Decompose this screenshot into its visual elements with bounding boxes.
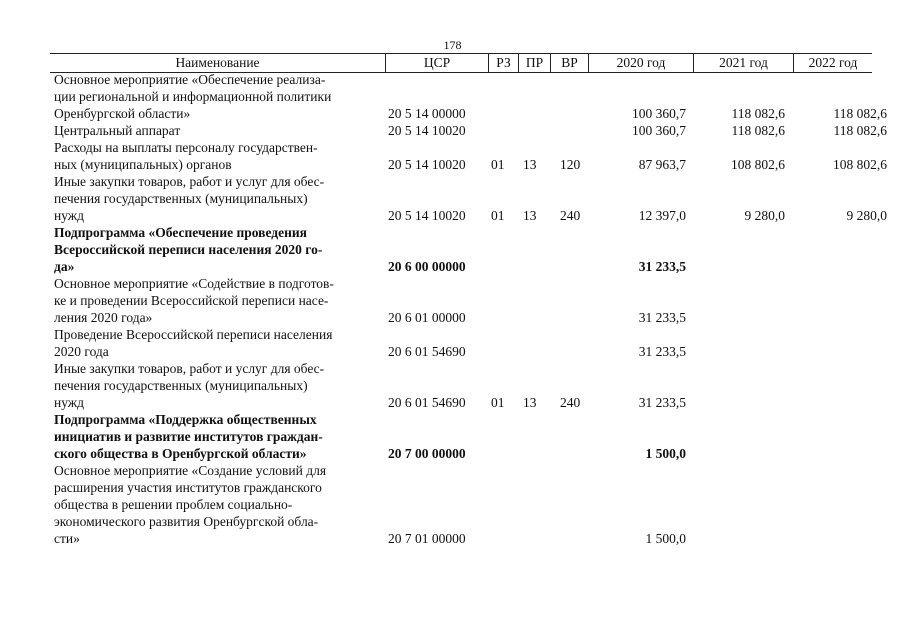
row-name-line: Основное мероприятие «Создание условий для <box>54 463 327 478</box>
cell-2021: 118 082,6 <box>731 106 785 121</box>
row-name-line: Основное мероприятие «Обеспечение реализа- <box>54 72 326 87</box>
column-header-vr: ВР <box>550 54 588 72</box>
cell-rz: 01 <box>491 157 505 172</box>
row-name-line: Расходы на выплаты персоналу государствен- <box>54 140 318 155</box>
cell-2020: 31 233,5 <box>638 310 686 325</box>
page-number: 178 <box>443 38 462 52</box>
row-name-line: ления 2020 года» <box>54 310 153 325</box>
cell-2021: 108 802,6 <box>731 157 785 172</box>
row-name-line: нужд <box>54 395 84 410</box>
row-name <box>54 224 374 275</box>
table-row <box>0 139 905 173</box>
cell-pr: 13 <box>523 157 537 172</box>
row-name-line: Иные закупки товаров, работ и услуг для обес- <box>54 174 325 189</box>
row-name-line: Подпрограмма «Обеспечение проведения <box>54 225 307 240</box>
cell-rz: 01 <box>491 395 505 410</box>
table-row <box>0 411 905 462</box>
cell-2020: 31 233,5 <box>638 395 686 410</box>
row-name <box>54 71 374 122</box>
table-row <box>0 224 905 275</box>
cell-vr: 120 <box>560 157 581 172</box>
cell-pr: 13 <box>523 208 537 223</box>
cell-2021: 118 082,6 <box>731 123 785 138</box>
cell-csr: 20 7 01 00000 <box>388 531 466 546</box>
table-row <box>0 275 905 326</box>
table-row <box>0 326 905 360</box>
row-name-line: расширения участия институтов гражданского <box>54 480 322 495</box>
cell-2020: 87 963,7 <box>638 157 686 172</box>
cell-csr: 20 5 14 00000 <box>388 106 466 121</box>
cell-csr: 20 5 14 10020 <box>388 208 466 223</box>
cell-2020: 12 397,0 <box>638 208 686 223</box>
table-row <box>0 462 905 547</box>
row-name-line: общества в решении проблем социально- <box>54 497 293 512</box>
row-name-line: Оренбургской области» <box>54 106 191 121</box>
row-name-line: Основное мероприятие «Содействие в подготов- <box>54 276 334 291</box>
row-name-line: Подпрограмма «Поддержка общественных <box>54 412 317 427</box>
row-name-line: 2020 года <box>54 344 109 359</box>
table-row <box>0 173 905 224</box>
cell-2020: 31 233,5 <box>638 259 686 274</box>
cell-vr: 240 <box>560 395 581 410</box>
cell-2022: 118 082,6 <box>833 123 887 138</box>
row-name-line: да» <box>54 259 75 274</box>
cell-2022: 108 802,6 <box>833 157 887 172</box>
row-name-line: Проведение Всероссийской переписи населения <box>54 327 333 342</box>
cell-csr: 20 5 14 10020 <box>388 157 466 172</box>
row-name-line: ции региональной и информационной политики <box>54 89 332 104</box>
row-name <box>54 462 374 547</box>
column-header-rz: РЗ <box>488 54 518 72</box>
row-name-line: Центральный аппарат <box>54 123 181 138</box>
column-header-2022: 2022 год <box>793 54 872 72</box>
cell-2020: 100 360,7 <box>632 123 686 138</box>
row-name-line: ных (муниципальных) органов <box>54 157 232 172</box>
cell-csr: 20 6 01 54690 <box>388 344 466 359</box>
table-header <box>50 53 872 73</box>
cell-vr: 240 <box>560 208 581 223</box>
cell-csr: 20 6 01 54690 <box>388 395 466 410</box>
row-name-line: сти» <box>54 531 80 546</box>
column-header-name: Наименование <box>175 55 260 70</box>
column-header-pr: ПР <box>518 54 550 72</box>
row-name <box>54 360 374 411</box>
cell-2020: 100 360,7 <box>632 106 686 121</box>
row-name-line: нужд <box>54 208 84 223</box>
row-name <box>54 411 374 462</box>
cell-2020: 1 500,0 <box>645 531 686 546</box>
cell-rz: 01 <box>491 208 505 223</box>
cell-2021: 9 280,0 <box>744 208 785 223</box>
row-name-line: печения государственных (муниципальных) <box>54 191 308 206</box>
cell-2020: 31 233,5 <box>638 344 686 359</box>
row-name <box>54 326 374 360</box>
cell-2022: 118 082,6 <box>833 106 887 121</box>
cell-pr: 13 <box>523 395 537 410</box>
column-header-2021: 2021 год <box>693 54 793 72</box>
row-name <box>54 139 374 173</box>
row-name <box>54 173 374 224</box>
cell-2022: 9 280,0 <box>846 208 887 223</box>
row-name-line: печения государственных (муниципальных) <box>54 378 308 393</box>
row-name-line: Иные закупки товаров, работ и услуг для обес- <box>54 361 325 376</box>
cell-csr: 20 6 00 00000 <box>388 259 466 274</box>
row-name-line: ке и проведении Всероссийской переписи насе- <box>54 293 329 308</box>
cell-csr: 20 5 14 10020 <box>388 123 466 138</box>
row-name-line: инициатив и развитие институтов граждан- <box>54 429 323 444</box>
cell-2020: 1 500,0 <box>645 446 686 461</box>
column-header-csr: ЦСР <box>385 54 488 72</box>
row-name <box>54 122 374 139</box>
table-row <box>0 71 905 122</box>
row-name-line: экономического развития Оренбургской обла- <box>54 514 319 529</box>
table-row <box>0 122 905 139</box>
table-row <box>0 360 905 411</box>
row-name <box>54 275 374 326</box>
column-header-2020: 2020 год <box>588 54 693 72</box>
cell-csr: 20 6 01 00000 <box>388 310 466 325</box>
cell-csr: 20 7 00 00000 <box>388 446 466 461</box>
row-name-line: ского общества в Оренбургской области» <box>54 446 307 461</box>
row-name-line: Всероссийской переписи населения 2020 го- <box>54 242 323 257</box>
